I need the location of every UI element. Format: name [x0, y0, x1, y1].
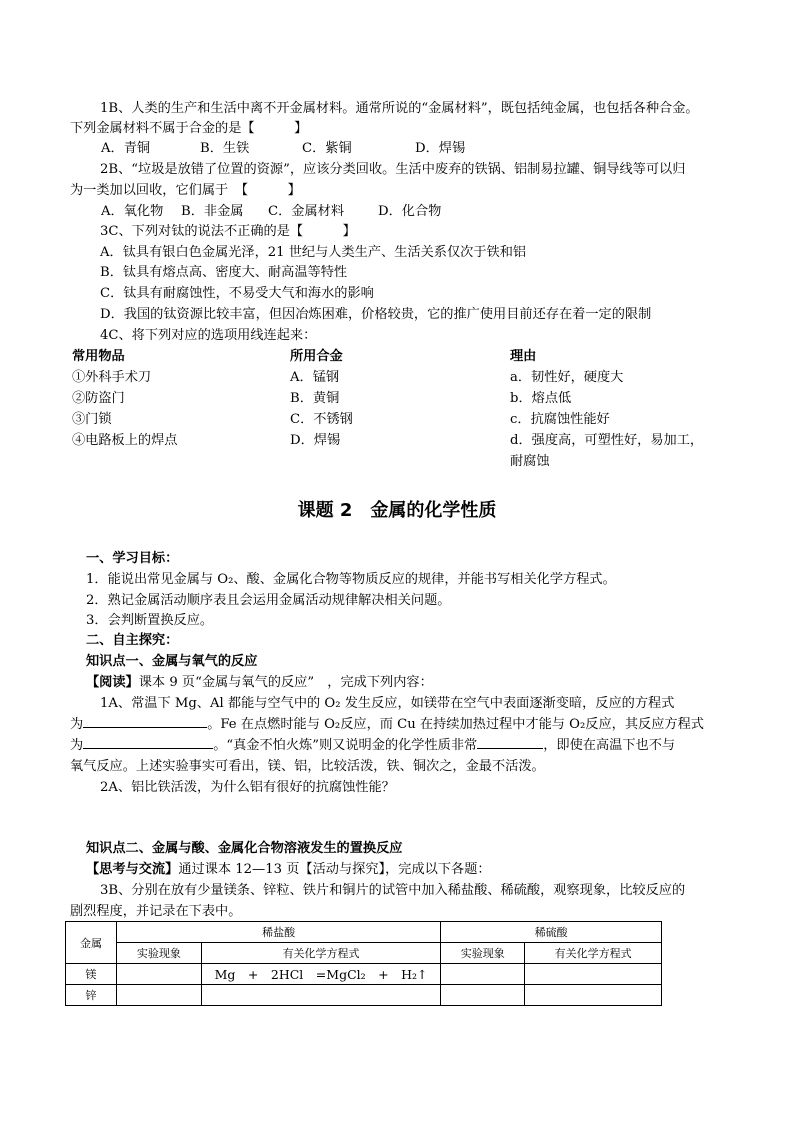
match-item: ②防盗门	[72, 391, 125, 406]
table-subheader-observe: 实验现象	[116, 943, 201, 964]
q1a-line3	[70, 735, 675, 756]
q3c-option-d: D．我国的钛资源比较丰富，但因冶炼困难，价格较贵，它的推广使用目前还存在着一定的限制	[100, 307, 652, 322]
table-cell-metal: 镁	[66, 964, 117, 985]
q1a-line2-pre: 为	[70, 717, 84, 732]
table-subheader-observe: 实验现象	[441, 943, 525, 964]
goal-item: 3．会判断置换反应。	[86, 613, 214, 628]
table-row	[66, 964, 662, 985]
table-cell-empty[interactable]	[116, 964, 201, 985]
match-alloy: D．焊锡	[290, 433, 341, 448]
q3c-option-c: C．钛具有耐腐蚀性，不易受大气和海水的影响	[100, 286, 374, 301]
q3c-option-b: B．钛具有熔点高、密度大、耐高温等特性	[100, 265, 348, 280]
q1a-line4: 氧气反应。上述实验事实可看出，镁、铝，比较活泼，铁、铜次之，金最不活泼。	[70, 759, 545, 774]
match-alloy: C．不锈钢	[290, 412, 353, 427]
q3c-option-a: A．钛具有银白色金属光泽，21 世纪与人类生产、生活关系仅次于铁和铝	[100, 245, 527, 260]
match-item: ①外科手术刀	[72, 370, 152, 385]
knowledge-point-2-title: 知识点二、金属与酸、金属化合物溶液发生的置换反应	[86, 841, 403, 856]
q3b-line1: 3B、分别在放有少量镁条、锌粒、铁片和铜片的试管中加入稀盐酸、稀硫酸，观察现象，比较反应的	[100, 883, 686, 898]
q1b-option-b: B．生铁	[200, 141, 250, 156]
q1a-line2	[70, 714, 704, 735]
k2-think-line	[86, 859, 491, 880]
q2b-option-a: A．氧化物	[101, 204, 164, 219]
match-alloy: B．黄铜	[290, 391, 340, 406]
match-header-reasons: 理由	[510, 349, 537, 364]
knowledge-point-1-title: 知识点一、金属与氧气的反应	[86, 654, 258, 669]
q1a-line1: 1A、常温下 Mg、Al 都能与空气中的 O₂ 发生反应，如镁带在空气中表面逐渐变暗，反应的方程式	[100, 696, 675, 711]
table-cell-equation: Mg + 2HCl =MgCl₂ + H₂↑	[201, 964, 441, 985]
match-header-alloys: 所用合金	[290, 349, 343, 364]
explore-heading: 二、自主探究：	[86, 633, 179, 648]
q1b-option-c: C．紫铜	[302, 141, 352, 156]
k1-read-line	[86, 672, 433, 693]
answer-blank[interactable]	[83, 735, 213, 749]
answer-blank[interactable]	[83, 714, 207, 728]
table-header-acid2: 稀硫酸	[441, 922, 662, 943]
goals-heading: 一、学习目标：	[86, 551, 179, 566]
read-text: 课本 9 页“金属与氧气的反应” ，完成下列内容：	[138, 675, 433, 690]
table-cell-empty[interactable]	[525, 964, 662, 985]
goal-item: 1．能说出常见金属与 O₂、酸、金属化合物等物质反应的规律，并能书写相关化学方程式。	[86, 572, 616, 587]
q2b-line2: 为一类加以回收，它们属于 【 】	[70, 183, 301, 198]
goal-item: 2．熟记金属活动顺序表且会运用金属活动规律解决相关问题。	[86, 593, 451, 608]
reaction-table	[65, 921, 662, 1006]
match-alloy: A．锰钢	[290, 370, 340, 385]
think-text: 通过课本 12—13 页【活动与探究】，完成以下各题：	[178, 862, 491, 877]
answer-blank[interactable]	[477, 735, 543, 749]
q1b-line1: 1B、人类的生产和生活中离不开金属材料。通常所说的“金属材料”，既包括纯金属，也包括各种合金。	[100, 101, 699, 116]
match-reason: c．抗腐蚀性能好	[510, 412, 610, 427]
q2b-line1: 2B、“垃圾是放错了位置的资源”，应该分类回收。生活中废弃的铁锅、铝制易拉罐、铜导线等可以归	[100, 162, 686, 177]
table-subheader-equation: 有关化学方程式	[525, 943, 662, 964]
q1b-line2: 下列金属材料不属于合金的是【 】	[70, 121, 308, 136]
q2b-option-b: B．非金属	[181, 204, 244, 219]
table-cell-empty[interactable]	[525, 985, 662, 1006]
q2a-stem: 2A、铝比铁活泼，为什么铝有很好的抗腐蚀性能？	[100, 780, 395, 795]
q1a-line3-pre: 为	[70, 738, 84, 753]
q1a-line2-post: 。Fe 在点燃时能与 O₂反应，而 Cu 在持续加热过程中才能与 O₂反应，其反应方程式	[207, 717, 704, 732]
q2b-option-d: D．化合物	[378, 204, 442, 219]
q1b-option-a: A．青铜	[101, 141, 151, 156]
section-title: 课题 2 金属的化学性质	[297, 500, 497, 521]
table-header-metal: 金属	[66, 922, 117, 964]
match-reason: 耐腐蚀	[510, 454, 550, 469]
table-cell-empty[interactable]	[441, 964, 525, 985]
match-header-items: 常用物品	[72, 349, 125, 364]
q4c-stem: 4C、将下列对应的选项用线连起来：	[100, 328, 317, 343]
table-cell-empty[interactable]	[116, 985, 201, 1006]
match-item: ④电路板上的焊点	[72, 433, 178, 448]
q3b-line2: 剧烈程度，并记录在下表中。	[70, 904, 242, 919]
q2b-option-c: C．金属材料	[268, 204, 345, 219]
read-tag: 【阅读】	[86, 675, 139, 690]
table-header-acid1: 稀盐酸	[116, 922, 440, 943]
table-cell-equation[interactable]	[201, 985, 441, 1006]
match-reason: a．韧性好，硬度大	[510, 370, 624, 385]
q3c-stem: 3C、下列对钛的说法不正确的是【 】	[100, 224, 356, 239]
q1a-line3-mid: 。“真金不怕火炼”则又说明金的化学性质非常	[213, 738, 478, 753]
match-item: ③门锁	[72, 412, 112, 427]
table-cell-empty[interactable]	[441, 985, 525, 1006]
table-subheader-equation: 有关化学方程式	[201, 943, 441, 964]
table-cell-metal: 锌	[66, 985, 117, 1006]
q1a-line3-post: ，即使在高温下也不与	[543, 738, 676, 753]
match-reason: d．强度高，可塑性好，易加工，	[510, 433, 704, 448]
table-row	[66, 985, 662, 1006]
think-tag: 【思考与交流】	[86, 862, 179, 877]
match-reason: b．熔点低	[510, 391, 572, 406]
q1b-option-d: D．焊锡	[415, 141, 466, 156]
